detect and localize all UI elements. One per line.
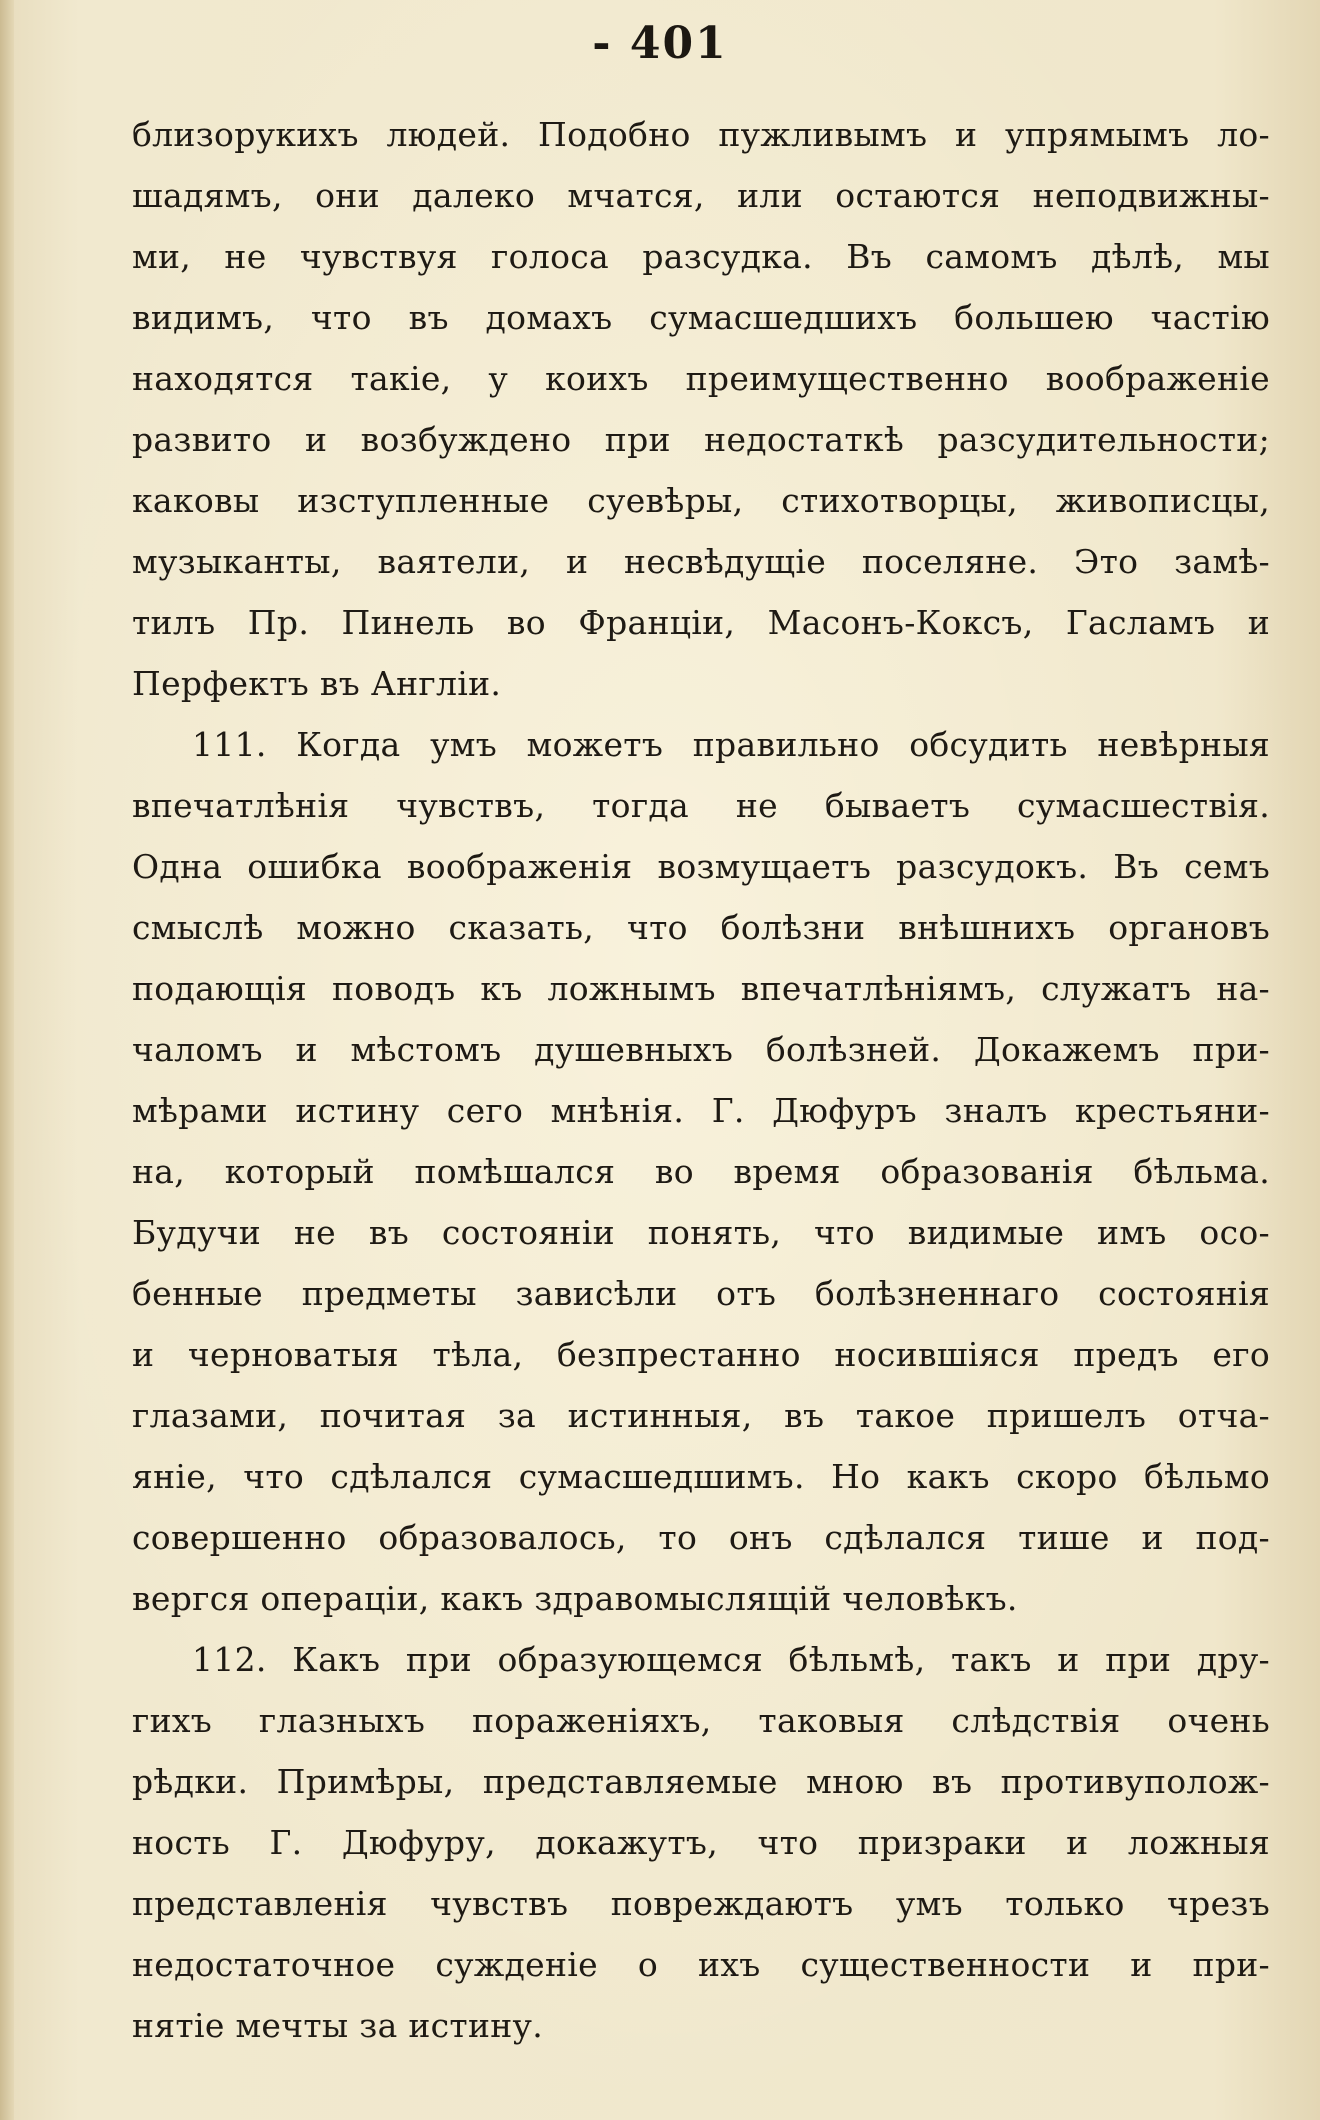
text-line: подающія поводъ къ ложнымъ впечатлѣніямъ, служатъ на- [132,969,1270,1008]
page-gutter [0,0,14,2120]
text-line: гихъ глазныхъ пораженіяхъ, таковыя слѣдствія очень [132,1701,1270,1740]
text-line: на, который помѣшался во время образованія бѣльма. [132,1152,1270,1191]
text-line: каковы изступленные суевѣры, стихотворцы, живописцы, [132,481,1270,520]
text-line: близорукихъ людей. Подобно пужливымъ и упрямымъ ло- [132,115,1270,154]
text-line: ми, не чувствуя голоса разсудка. Въ самомъ дѣлѣ, мы [132,237,1270,276]
text-line: 112. Какъ при образующемся бѣльмѣ, такъ и при дру- [192,1640,1270,1679]
text-line: вергся операціи, какъ здравомыслящій человѣкъ. [132,1579,1018,1618]
paragraph-1 [132,104,1270,714]
text-line: недостаточное сужденіе о ихъ существенности и при- [132,1945,1270,1984]
text-line: яніе, что сдѣлался сумасшедшимъ. Но какъ скоро бѣльмо [132,1457,1270,1496]
text-line: Одна ошибка воображенія возмущаетъ разсудокъ. Въ семъ [132,847,1270,886]
text-line: представленія чувствъ повреждаютъ умъ только чрезъ [132,1884,1270,1923]
page-number: - 401 [592,18,728,69]
text-line: рѣдки. Примѣры, представляемые мною въ противуполож- [132,1762,1270,1801]
text-line: нятіе мечты за истину. [132,2006,544,2045]
text-line: впечатлѣнія чувствъ, тогда не бываетъ сумасшествія. [132,786,1270,825]
paragraph-111 [132,714,1270,1629]
text-line: совершенно образовалось, то онъ сдѣлался тише и под- [132,1518,1270,1557]
text-line: чаломъ и мѣстомъ душевныхъ болѣзней. Докажемъ при- [132,1030,1270,1069]
text-line: находятся такіе, у коихъ преимущественно воображеніе [132,359,1270,398]
text-line: мѣрами истину сего мнѣнія. Г. Дюфуръ зналъ крестьяни- [132,1091,1270,1130]
text-line: и черноватыя тѣла, безпрестанно носившіяся предъ его [132,1335,1270,1374]
page-text [132,104,1270,2056]
text-line: бенные предметы зависѣли отъ болѣзненнаго состоянія [132,1274,1270,1313]
text-line: видимъ, что въ домахъ сумасшедшихъ большею частію [132,298,1270,337]
text-line: тилъ Пр. Пинель во Франціи, Масонъ-Коксъ, Гасламъ и [132,603,1270,642]
text-line: смыслѣ можно сказать, что болѣзни внѣшнихъ органовъ [132,908,1270,947]
text-line: Перфектъ въ Англіи. [132,664,502,703]
text-line: музыканты, ваятели, и несвѣдущіе поселяне. Это замѣ- [132,542,1270,581]
text-line: развито и возбуждено при недостаткѣ разсудительности; [132,420,1270,459]
text-line: шадямъ, они далеко мчатся, или остаются неподвижны- [132,176,1270,215]
paragraph-112 [132,1629,1270,2056]
text-line: ность Г. Дюфуру, докажутъ, что призраки и ложныя [132,1823,1270,1862]
text-line: глазами, почитая за истинныя, въ такое пришелъ отча- [132,1396,1270,1435]
text-line: 111. Когда умъ можетъ правильно обсудить невѣрныя [192,725,1270,764]
text-line: Будучи не въ состояніи понять, что видимые имъ осо- [132,1213,1270,1252]
